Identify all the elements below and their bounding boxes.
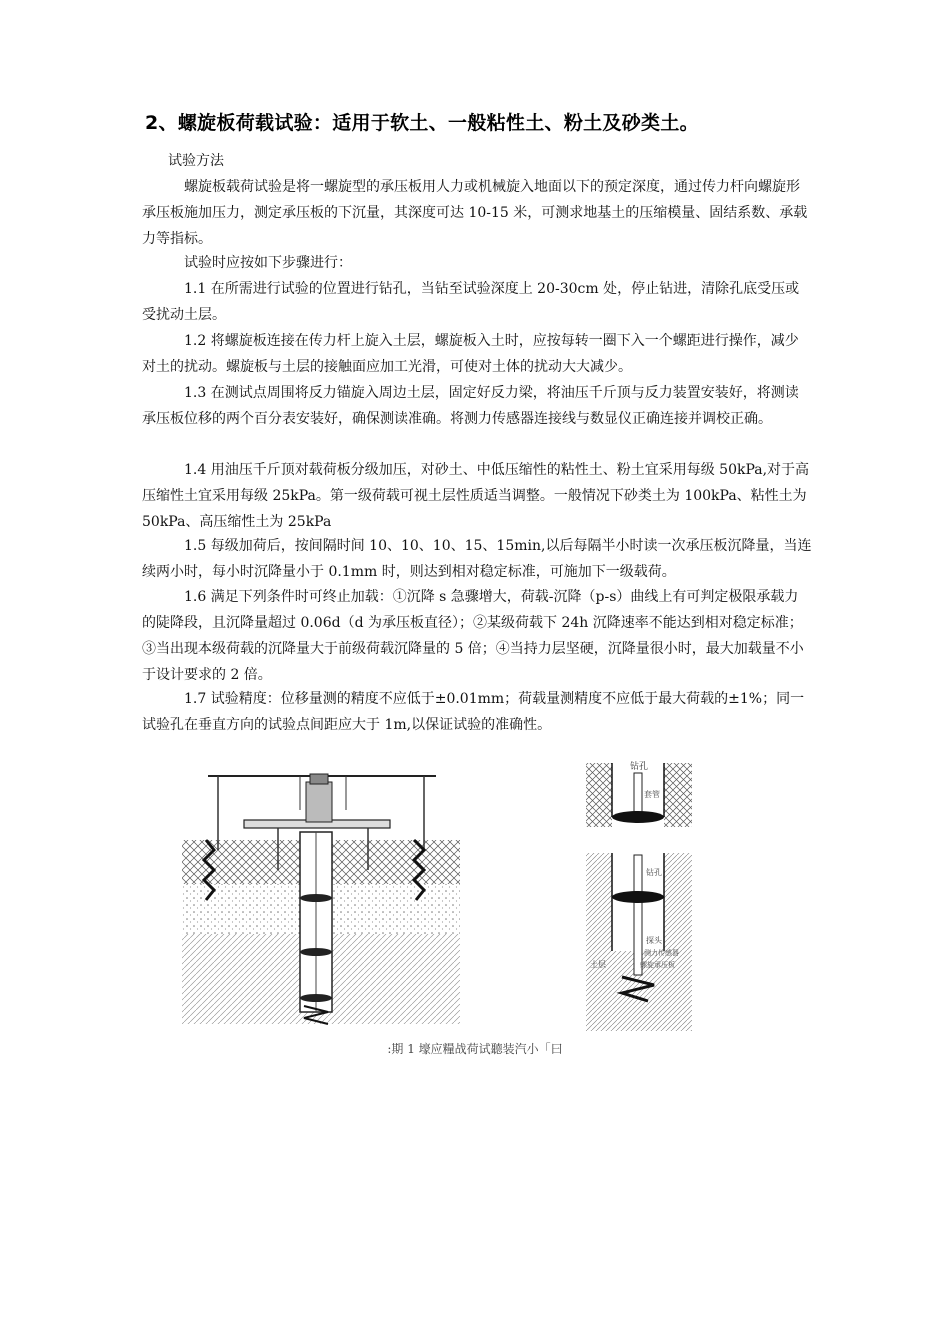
- label-probe: 探头: [646, 936, 662, 945]
- paragraph-step-1-3: 1.3 在测试点周围将反力锚旋入周边土层，固定好反力梁，将油压千斤顶与反力装置安装好，将测读承压板位移的两个百分表安装好，确保测读准确。将测力传感器连接线与数显仪正确连接并调校正确。: [142, 385, 799, 427]
- section-heading: 2、螺旋板荷载试验：适用于软土、一般粘性土、粉土及砂类土。: [145, 112, 699, 134]
- label-load-sensor: 测力传感器: [644, 949, 679, 957]
- label-screw-plate: 螺旋承压板: [640, 961, 675, 969]
- figure-caption: :期 1 壕应糧战荷试聽装汽小「曰: [387, 1042, 563, 1056]
- paragraph-steps-intro: 试验时应按如下步骤进行：: [184, 255, 352, 271]
- right-borehole-figure: [582, 755, 697, 1035]
- paragraph-step-1-5: 1.5 每级加荷后，按间隔时间 10、10、10、15、15min,以后每隔半小时读一次承压板沉降量，当连续两小时，每小时沉降量小于 0.1mm 时，则达到相对稳定标准，可施加下一级载荷。: [142, 538, 812, 580]
- paragraph-step-1-1: 1.1 在所需进行试验的位置进行钻孔，当钻至试验深度上 20-30cm 处，停止钻进，清除孔底受压或受扰动土层。: [142, 281, 800, 323]
- paragraph-step-1-7: 1.7 试验精度：位移量测的精度不应低于±0.01mm；荷载量测精度不应低于最大荷载的±1%；同一试验孔在垂直方向的试验点间距应大于 1m,以保证试验的准确性。: [142, 691, 805, 733]
- subheading: 试验方法: [168, 153, 224, 169]
- label-casing: 套管: [644, 790, 660, 799]
- label-soil: 土层: [590, 960, 606, 969]
- paragraph-step-1-2: 1.2 将螺旋板连接在传力杆上旋入土层，螺旋板入土时，应按每转一圈下入一个螺距进行操作，减少对土的扰动。螺旋板与土层的接触面应加工光滑，可使对土体的扰动大大减少。: [142, 333, 799, 375]
- label-borehole-top: 钻孔: [630, 762, 649, 772]
- paragraph-step-1-6: 1.6 满足下列条件时可终止加载：①沉降 s 急骤增大，荷载-沉降（p-s）曲线上有可判定极限承载力的陡降段，且沉降量超过 0.06d（d 为承压板直径）；②某级荷载下 24h 沉降速率不能达到相对稳定标准；③当出现本级荷载的沉降量大于前级荷载沉降量的 5 倍；④当持力层坚硬，沉降量很小时，最大加载量不小于设计要求的 2 倍。: [142, 589, 804, 683]
- paragraph-step-1-4: 1.4 用油压千斤顶对载荷板分级加压，对砂土、中低压缩性的粘性土、粉土宜采用每级 50kPa,对于高压缩性土宜采用每级 25kPa。第一级荷载可视土层性质适当调整。一般情况下砂类土为 100kPa、粘性土为 50kPa、高压缩性土为 25kPa: [142, 462, 810, 530]
- paragraph-intro: 螺旋板载荷试验是将一螺旋型的承压板用人力或机械旋入地面以下的预定深度，通过传力杆向螺旋形承压板施加压力，测定承压板的下沉量，其深度可达 10-15 米，可测求地基土的压缩模量、固结系数、承载力等指标。: [142, 179, 808, 247]
- label-borehole-lower: 钻孔: [646, 868, 662, 877]
- left-apparatus-figure: [178, 770, 463, 1030]
